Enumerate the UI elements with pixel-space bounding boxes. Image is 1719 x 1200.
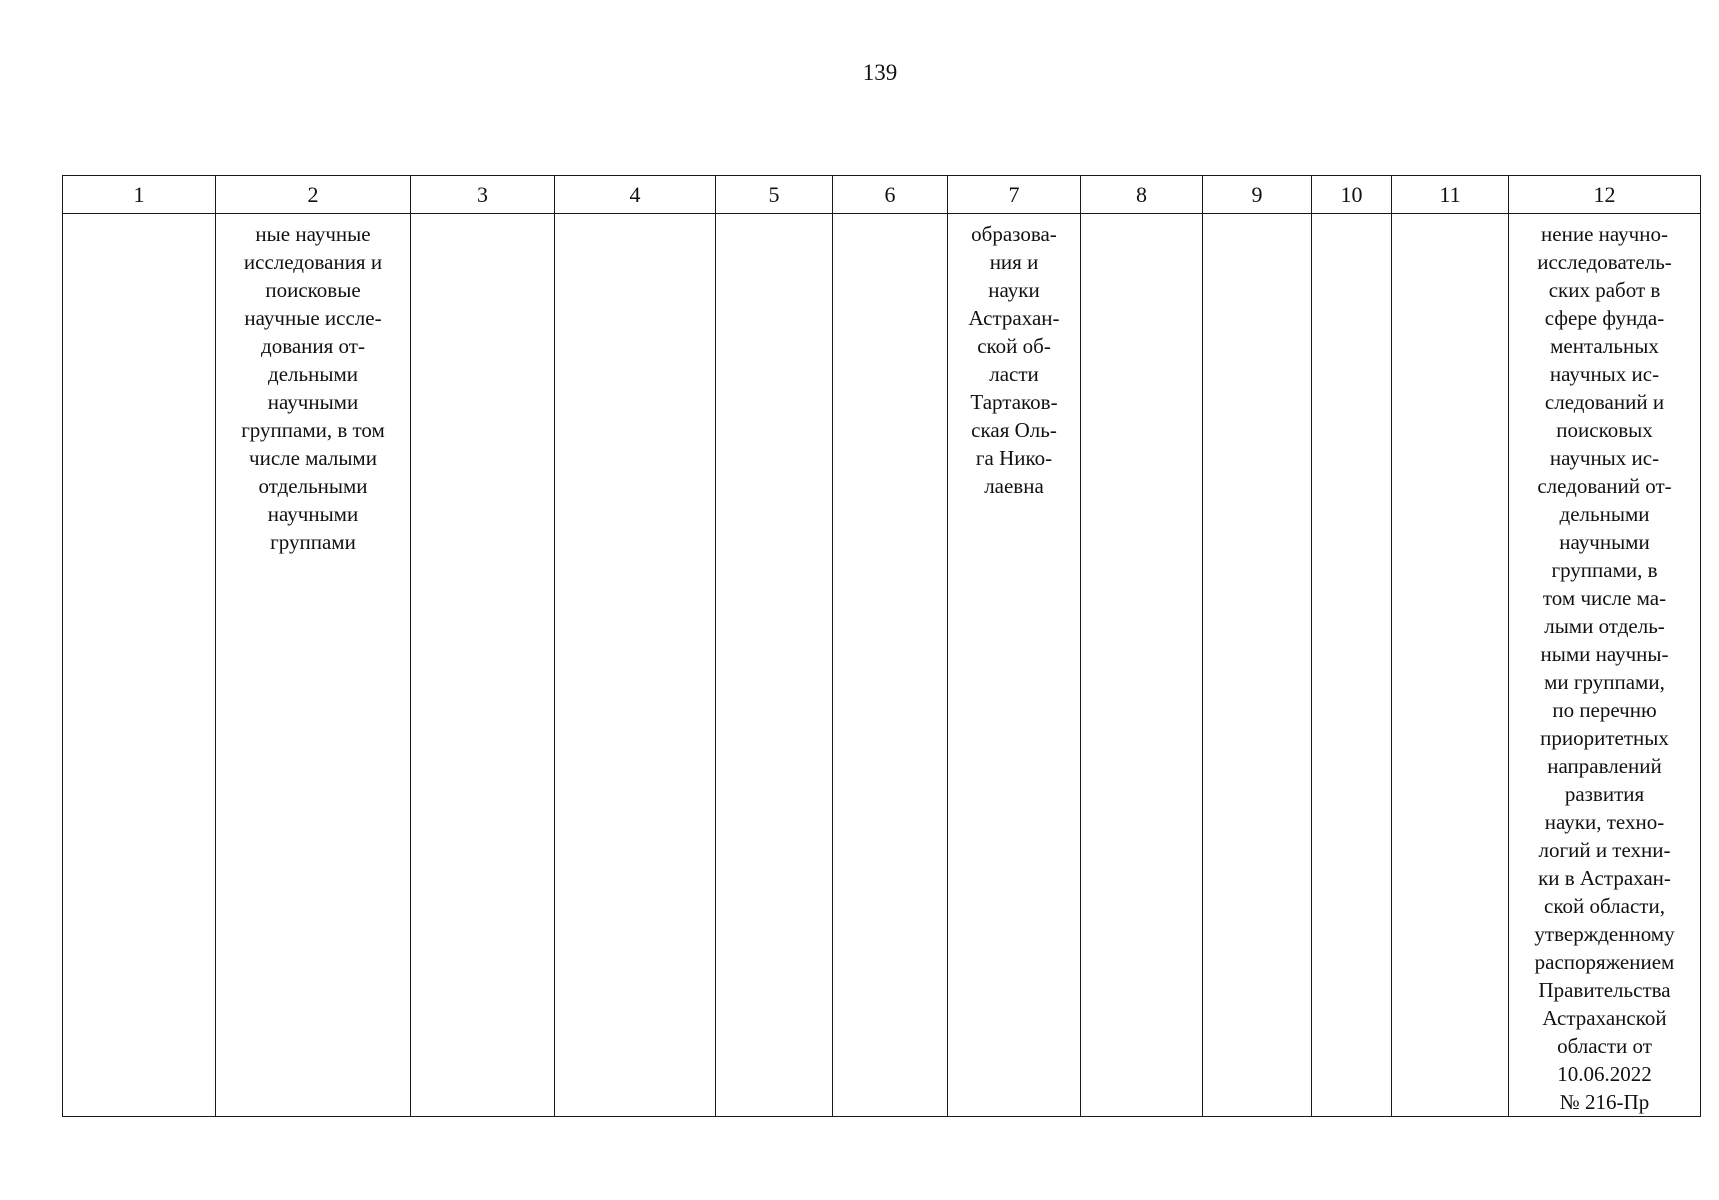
- table-cell-col-12: [1509, 214, 1701, 1117]
- table-cell-col-1: [63, 214, 216, 1117]
- column-header-5: 5: [716, 176, 833, 214]
- table-cell-col-3: [411, 214, 555, 1117]
- table-cell-col-4: [555, 214, 716, 1117]
- cell-text: ные научные исследования и поисковые научные иссле- дования от- дельными научными группами, в том числе малыми отдельными научными группами: [241, 222, 385, 554]
- column-header-6: 6: [833, 176, 948, 214]
- table-header: [63, 176, 1701, 214]
- column-header-11: 11: [1392, 176, 1509, 214]
- table-row: [63, 214, 1701, 1117]
- header-row: [63, 176, 1701, 214]
- table-cell-col-2: [216, 214, 411, 1117]
- cell-text: нение научно- исследователь- ских работ в сфере фунда- ментальных научных ис- следований и поисковых научных ис- следований от- дельными научными группами, в том числе ма- лыми отдель- ными научны- ми группами, по перечню приоритетных направлений развития науки, техно- логий и техни- ки в Астрахан- ской области, утвержденному распоряжением Правительства Астраханской области от 10.06.2022 № 216-Пр: [1534, 222, 1675, 1114]
- column-header-4: 4: [555, 176, 716, 214]
- page-number: 139: [862, 60, 898, 85]
- column-header-2: 2: [216, 176, 411, 214]
- table-cell-col-8: [1081, 214, 1203, 1117]
- column-header-8: 8: [1081, 176, 1203, 214]
- table-cell-col-11: [1392, 214, 1509, 1117]
- column-header-1: 1: [63, 176, 216, 214]
- column-header-10: 10: [1312, 176, 1392, 214]
- column-header-7: 7: [948, 176, 1081, 214]
- table-cell-col-10: [1312, 214, 1392, 1117]
- column-header-12: 12: [1509, 176, 1701, 214]
- table-cell-col-9: [1203, 214, 1312, 1117]
- table-cell-col-5: [716, 214, 833, 1117]
- document-table: [62, 175, 1701, 1117]
- column-header-9: 9: [1203, 176, 1312, 214]
- column-header-3: 3: [411, 176, 555, 214]
- table-cell-col-7: [948, 214, 1081, 1117]
- table-cell-col-6: [833, 214, 948, 1117]
- cell-text: образова- ния и науки Астрахан- ской об- ласти Тартаков- ская Оль- га Нико- лаевна: [968, 222, 1060, 498]
